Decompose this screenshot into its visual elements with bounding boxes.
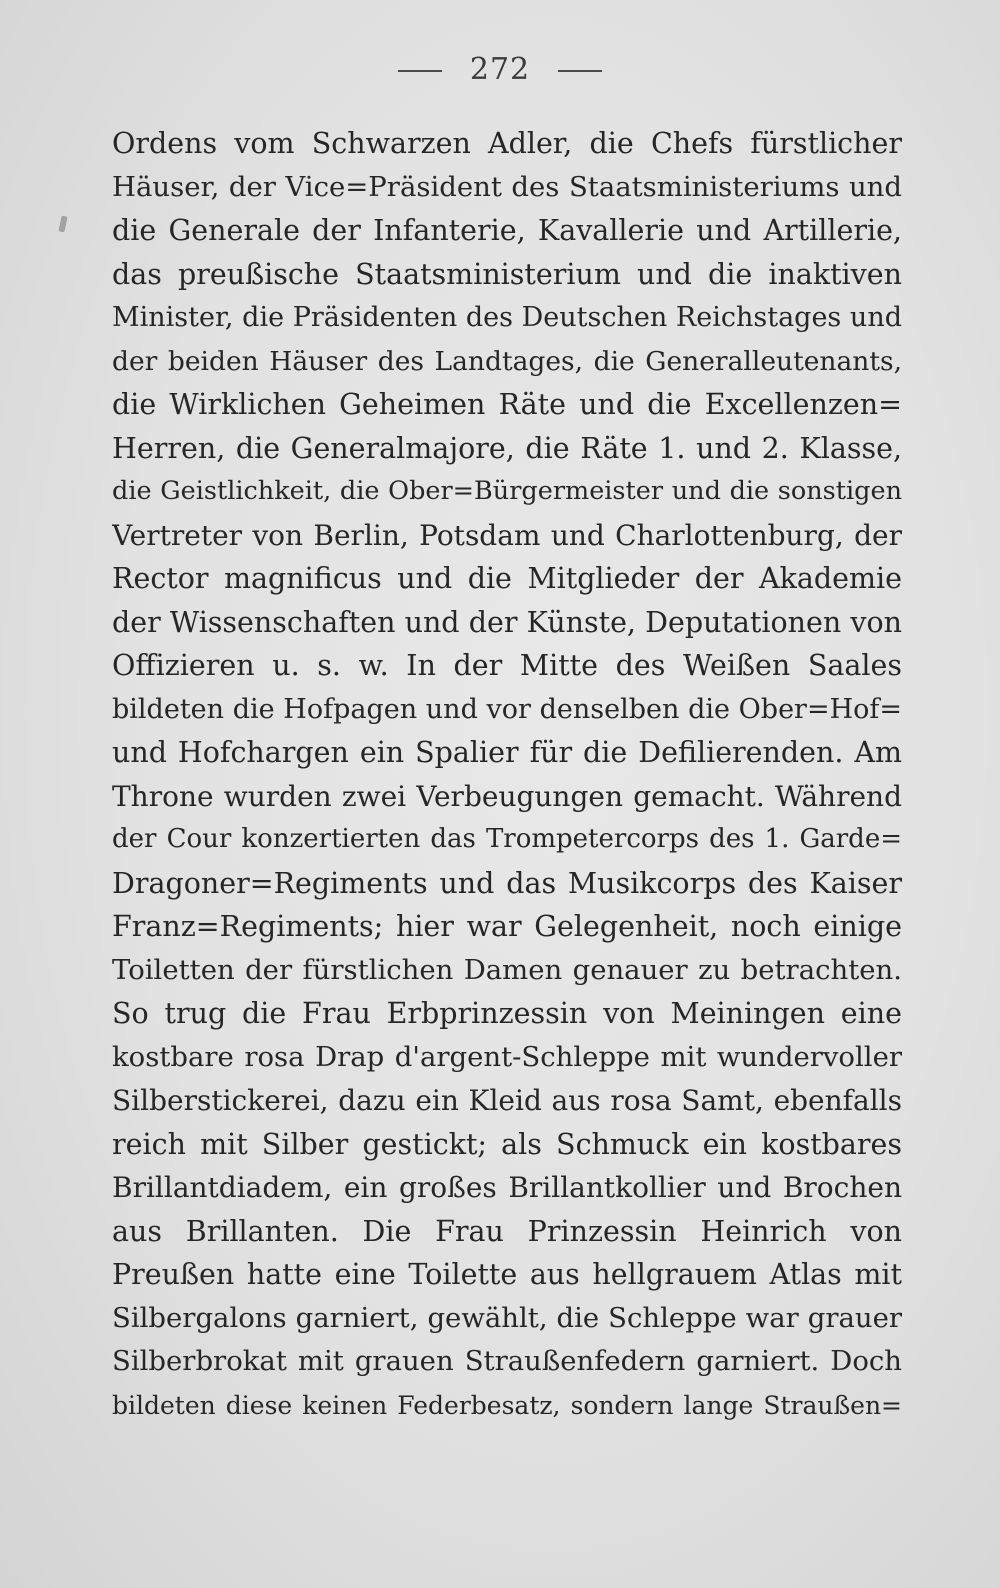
page-header — [0, 52, 1000, 87]
text-line: Silbergalons garniert, gewählt, die Schleppe war grauer — [112, 1301, 902, 1334]
body-text — [112, 122, 902, 1427]
text-line: Preußen hatte eine Toilette aus hellgrauem Atlas mit — [112, 1258, 902, 1291]
text-line: So trug die Frau Erbprinzessin von Meiningen eine — [112, 997, 902, 1030]
page-number: 272 — [469, 52, 531, 87]
text-line: Silberbrokat mit grauen Straußenfedern garniert. Doch — [112, 1345, 902, 1377]
text-line: der Wissenschaften und der Künste, Deputationen von — [112, 605, 902, 639]
text-line: Minister, die Präsidenten des Deutschen Reichstages und — [112, 302, 902, 333]
text-line: die Generale der Infanterie, Kavallerie und Artillerie, — [112, 214, 902, 247]
text-line: reich mit Silber gestickt; als Schmuck ein kostbares — [112, 1127, 902, 1161]
text-line: Throne wurden zwei Verbeugungen gemacht. Während — [112, 779, 902, 813]
text-line: der beiden Häuser des Landtages, die Generalleutenants, — [112, 345, 902, 377]
text-line: bildeten die Hofpagen und vor denselben die Ober=Hof= — [112, 693, 902, 725]
text-line: die Wirklichen Geheimen Räte und die Excellenzen= — [112, 388, 902, 421]
text-line: und Hofchargen ein Spalier für die Defilierenden. Am — [112, 736, 902, 769]
text-line: aus Brillanten. Die Frau Prinzessin Heinrich von — [112, 1214, 902, 1248]
header-dash-left — [398, 70, 442, 72]
text-line: bildeten diese keinen Federbesatz, sondern lange Straußen= — [112, 1390, 902, 1420]
text-line: Ordens vom Schwarzen Adler, die Chefs fürstlicher — [112, 127, 902, 160]
text-line: Brillantdiadem, ein großes Brillantkollier und Brochen — [112, 1171, 902, 1204]
text-line: die Geistlichkeit, die Ober=Bürgermeister und die sonstigen — [112, 476, 902, 506]
text-line: Rector magnificus und die Mitglieder der Akademie — [112, 562, 902, 595]
text-line: kostbare rosa Drap d'argent-Schleppe mit wundervoller — [112, 1040, 902, 1073]
text-line: Silberstickerei, dazu ein Kleid aus rosa Samt, ebenfalls — [112, 1084, 902, 1117]
text-line: Offizieren u. s. w. In der Mitte des Weißen Saales — [112, 649, 902, 682]
text-line: Toiletten der fürstlichen Damen genauer zu betrachten. — [112, 953, 902, 986]
header-dash-right — [558, 70, 602, 72]
text-line: Dragoner=Regiments und das Musikcorps des Kaiser — [112, 866, 902, 900]
text-line: der Cour konzertierten das Trompetercorps des 1. Garde= — [112, 824, 902, 854]
text-line: Häuser, der Vice=Präsident des Staatsministeriums und — [112, 170, 902, 203]
text-line: Franz=Regiments; hier war Gelegenheit, noch einige — [112, 910, 902, 943]
text-line: das preußische Staatsministerium und die inaktiven — [112, 257, 902, 291]
text-line: Herren, die Generalmajore, die Räte 1. und 2. Klasse, — [112, 431, 902, 465]
text-line: Vertreter von Berlin, Potsdam und Charlottenburg, der — [112, 518, 902, 552]
margin-ink-mark — [58, 216, 67, 233]
